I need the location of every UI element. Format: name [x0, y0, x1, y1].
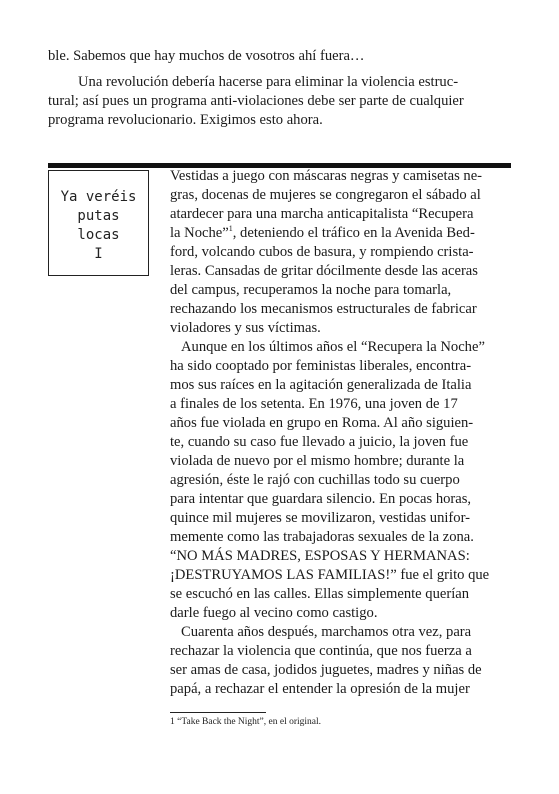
section-number: I [94, 246, 103, 262]
line-text: , deteniendo el tráfico en la Avenida Bed- [232, 225, 475, 241]
paragraph-line [170, 224, 475, 243]
footnote-divider [170, 712, 266, 713]
paragraph-line: programa revolucionario. Exigimos esto ahora. [48, 112, 323, 128]
paragraph-line: ¡DESTRUYAMOS LAS FAMILIAS!” fue el grito que [170, 567, 490, 583]
paragraph-line: atardecer para una marcha anticapitalista “Recupera [170, 206, 474, 222]
paragraph-line: agresión, éste le rajó con cuchillas todo su cuerpo [170, 472, 460, 488]
paragraph-line: violada de nuevo por el mismo hombre; durante la [170, 453, 465, 469]
paragraph-line: violadores y sus víctimas. [170, 320, 321, 336]
paragraph-line: años fue violada en grupo en Roma. Al año siguien- [170, 415, 474, 431]
paragraph-line: para intentar que guardara silencio. En pocas horas, [170, 491, 472, 507]
paragraph-line: memente como las trabajadoras sexuales de la zona. [170, 529, 474, 545]
paragraph-line: Una revolución debería hacerse para eliminar la violencia estruc- [78, 74, 459, 90]
paragraph-line: Cuarenta años después, marchamos otra vez, para [181, 624, 472, 640]
paragraph-line: se escuchó en las calles. Ellas simplemente querían [170, 586, 470, 602]
paragraph-line: mos sus raíces en la agitación generalizada de Italia [170, 377, 472, 393]
section-title-box [48, 170, 149, 276]
line-text: la Noche” [170, 225, 229, 241]
paragraph-line: ford, volcando cubos de basura, y rompiendo crista- [170, 244, 474, 260]
paragraph-line: darle fuego al vecino como castigo. [170, 605, 378, 621]
paragraph-line: tural; así pues un programa anti-violaciones debe ser parte de cualquier [48, 93, 464, 109]
paragraph-line: quince mil mujeres se movilizaron, vestidas unifor- [170, 510, 471, 526]
footnote: 1 “Take Back the Night”, en el original. [170, 717, 322, 727]
paragraph-line: papá, a rechazar el entender la opresión de la mujer [170, 681, 470, 697]
paragraph-line: del campus, recuperamos la noche para tomarla, [170, 282, 452, 298]
section-title-line: Ya veréis [60, 189, 137, 205]
footnote-marker: 1 [228, 224, 233, 233]
paragraph-line: ble. Sabemos que hay muchos de vosotros ahí fuera… [48, 48, 365, 64]
paragraph-line: rechazar la violencia que continúa, que nos fuerza a [170, 643, 472, 659]
paragraph-line: rechazando los mecanismos estructurales de fabricar [170, 301, 477, 317]
paragraph-line: te, cuando su caso fue llevado a juicio, la joven fue [170, 434, 469, 450]
paragraph-line: a finales de los setenta. En 1976, una joven de 17 [170, 396, 458, 412]
paragraph-line: ser amas de casa, jodidos juguetes, madres y niñas de [170, 662, 482, 678]
paragraph-line: leras. Cansadas de gritar dócilmente desde las aceras [170, 263, 478, 279]
section-title-line: putas [77, 208, 120, 224]
paragraph-line: gras, docenas de mujeres se congregaron el sábado al [170, 187, 481, 203]
paragraph-line: Aunque en los últimos años el “Recupera la Noche” [181, 339, 485, 355]
paragraph-line: “NO MÁS MADRES, ESPOSAS Y HERMANAS: [170, 548, 470, 564]
section-title-line: locas [77, 227, 120, 243]
paragraph-line: Vestidas a juego con máscaras negras y camisetas ne- [170, 168, 483, 184]
paragraph-line: ha sido cooptado por feministas liberales, encontra- [170, 358, 472, 374]
